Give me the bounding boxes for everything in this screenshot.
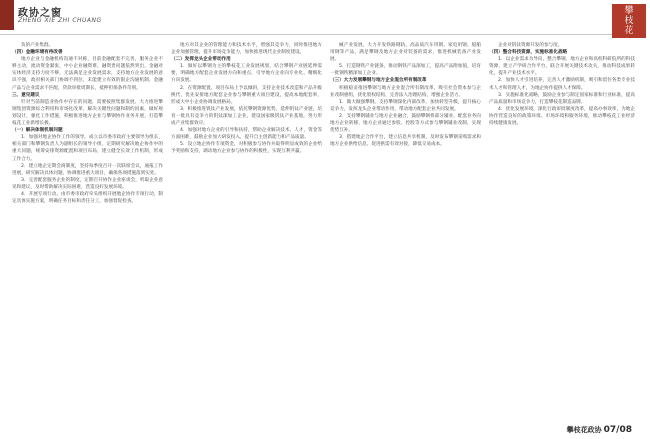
brand-char: 攀 bbox=[624, 6, 634, 16]
page-footer bbox=[567, 425, 632, 435]
text-column-3 bbox=[330, 42, 481, 414]
paragraph: 积极稳妥推进攀钢与地方企业混合所有制改革，吸引社会资本参与企业改制重组，优化股权结构，完善法人治理结构，增强企业活力。 bbox=[330, 85, 481, 98]
paragraph: 2．建立地企定期会商制度，坚持每季度召开一次联席会议，通报工作进展，研究解决具体问题，协调推进重大项目，确保各项措施落到实处。 bbox=[12, 163, 163, 176]
paragraph: 1．以企业需求为导向，整合攀钢、地方企业和高校科研院所的科技资源，建立产学研合作平台，联合开展关键技术攻关，推动科技成果转化，提升产业技术水平。 bbox=[489, 57, 635, 77]
issue-number: 07/08 bbox=[603, 425, 632, 435]
header-rule bbox=[0, 34, 612, 35]
section-title: 政协之窗 bbox=[18, 8, 62, 19]
paragraph: 3．实施标准化战略，鼓励企业参与制定国家标准和行业标准，提高产品质量和市场竞争力，打造攀枝花制造品牌。 bbox=[489, 92, 635, 105]
paragraph: 1．做好以攀钢为主的攀枝花工业发展规划，结合攀钢产业链延伸需要，明确地方配套企业发展方向和重点，引导地方企业向专业化、精细化方向发展。 bbox=[171, 64, 322, 84]
section-heading: （一）解决体制机制问题 bbox=[12, 128, 63, 134]
paragraph: 3．搭建地企合作平台，建立信息共享机制，及时发布攀钢采购需求和地方企业供给信息，促进供需有效对接，降低交易成本。 bbox=[330, 135, 481, 148]
paragraph: 械产业发展，大力开发铁路钢轨、高品质汽车用钢、家电用钢、船舶用钢等产品，满足攀钢及地方企业对装备的需求，推进机械装备产业发展。 bbox=[330, 43, 481, 63]
paragraph: 地方企业与金融机构沟通不对称，目前金融配套不完善，服务企业不够主动，流动资金紧张，中小企业融资难、融资贵问题依然突出，金融对实体经济支持力度不够，无法满足企业发展需求，支持地方企业发展的意识不强，政府相关部门协调不到位，未能建立有效的银企沟通机制，金融产品与企业需求不匹配，贷款审批周期长，抵押担保条件苛刻。 bbox=[12, 57, 163, 91]
paragraph: 5．设立地企协作专项资金，对积极参与协作并取得明显成效的企业给予奖励和支持，调动地方企业参与协作的积极性，实现互利共赢。 bbox=[171, 142, 322, 155]
section-heading: （三）大力发展攀钢与地方企业混合所有制改革 bbox=[330, 78, 427, 84]
paragraph: 3．积极推进钒钛产业发展，依托攀钢资源优势，延伸钒钛产业链，培育一批具有竞争力的钒钛深加工企业，建设国家级钒钛产业基地，努力形成产业集群效应。 bbox=[171, 106, 322, 127]
publication-name: 攀枝花政协 bbox=[566, 426, 602, 434]
brand-seal bbox=[612, 4, 646, 38]
paragraph: 2．在资源配置、项目布局上予以倾斜，支持企业技术改造和产品升级换代，优先安排地方配套企业参与攀钢重大项目建设，提高本地配套率，形成大中小企业协调发展格局。 bbox=[171, 85, 322, 105]
paragraph: 地方对其企业的管理能力和技术水平，增强其竞争力，同时推进地方企业加强管理，提升市场竞争能力，加快推进现代企业制度建设。 bbox=[171, 43, 322, 56]
text-column-4 bbox=[489, 42, 635, 414]
paragraph: 负的产业集群。 bbox=[21, 43, 54, 48]
section-heading: 三、意见建议 bbox=[12, 92, 40, 98]
paragraph: 2．支持攀钢辅业与地方企业融合，鼓励攀钢将部分辅业、配套业务向地方企业转移，地方企业通过参股、控股等方式参与攀钢辅业改制，实现优势互补。 bbox=[330, 113, 481, 134]
paragraph: 2．加快人才引进培养，完善人才激励机制，吸引和留住各类专业技术人才和管理人才，为地企协作提供人才保障。 bbox=[489, 78, 635, 91]
paragraph: 1．加强对地企协作工作的领导。成立以市委市政府主要领导为组长，相关部门和攀钢负责人为副组长的领导小组，定期研究解决地企协作中的重大问题，统筹安排资源配置和项目布局，建立健全长效工作机制，形成工作合力。 bbox=[12, 135, 163, 162]
paragraph: 4．开展专项行动。由市委市政府牵头组织开展地企协作专项行动，制定具体实施方案，明确任务目标和责任分工，加强督促检查。 bbox=[12, 191, 163, 205]
section-heading: （四）金融环境有待改善 bbox=[12, 50, 63, 56]
page-header bbox=[0, 0, 650, 40]
paragraph: 4．优化发展环境，深化行政审批制度改革，提高办事效率，为地企协作营造良好的政策环境、市场环境和服务环境，推动攀枝花工业经济持续健康发展。 bbox=[489, 106, 635, 127]
paragraph: 3．完善配套服务企业的制度，定期召开协作企业座谈会，听取企业意见和建议，及时帮助解决实际困难，营造良好发展环境。 bbox=[12, 177, 163, 190]
paragraph: 5．打造钢铁产业链条，推动钢铁产品深加工，提高产品附加值，培育一批钢铁精深加工企业。 bbox=[330, 64, 481, 77]
section-heading: （二）发挥龙头企业带动作用 bbox=[171, 57, 231, 63]
paragraph: 1．做大做强攀钢。支持攀钢深化内部改革，加快转型升级，提升核心竞争力，发挥龙头企业带动作用，带动地方配套企业共同发展。 bbox=[330, 99, 481, 112]
brand-char: 枝 bbox=[624, 16, 634, 26]
text-column-1 bbox=[12, 42, 163, 414]
section-heading: （四）整合科技资源，实施标准化战略 bbox=[489, 50, 568, 56]
text-column-2 bbox=[171, 42, 322, 414]
section-subtitle: ZHENG XIE ZHI CHUANG bbox=[18, 17, 102, 24]
header-logo-mark bbox=[0, 0, 14, 30]
paragraph: 针对当前制造业协作中存在的问题，需要按照集群发展、大力推进攀钢集团资源综合利用和市场化改革，解决关键性问题和制约因素，做好规划设计，强化工作措施，积极推进地方企业与攀钢协作业务开展，打造攀枝花工业新增长极。 bbox=[12, 99, 163, 127]
brand-char: 花 bbox=[624, 26, 634, 36]
paragraph: 4．加强对地方企业的引导和扶持，帮助企业解决技术、人才、资金等方面困难，鼓励企业加大研发投入，提升自主创新能力和产品质量。 bbox=[171, 128, 322, 141]
paragraph: 企业对钒钛资源开发的参与度。 bbox=[498, 43, 563, 48]
